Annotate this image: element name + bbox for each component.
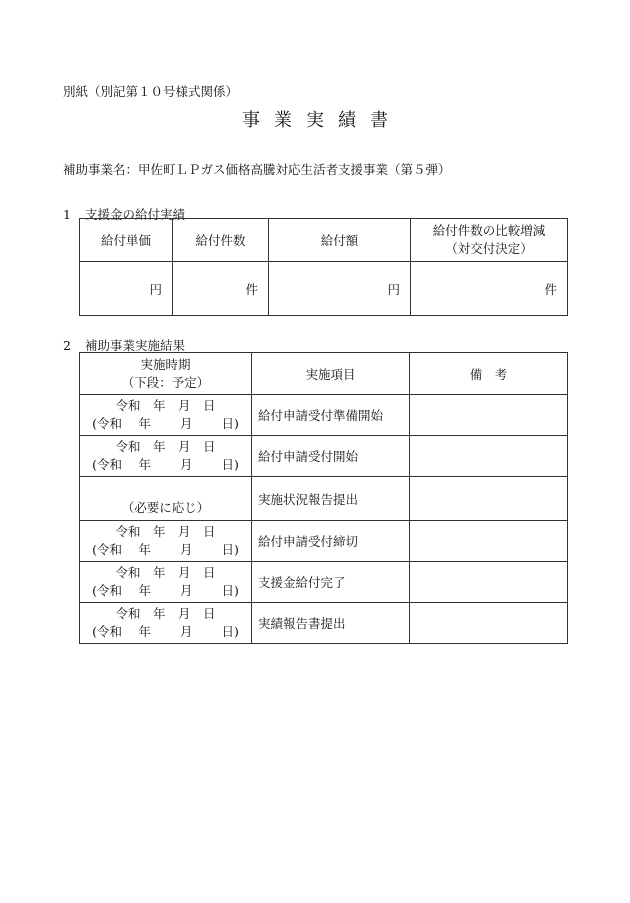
remarks-cell[interactable] — [410, 562, 568, 603]
remarks-cell[interactable] — [410, 521, 568, 562]
section-2-title: 補助事業実施結果 — [85, 338, 186, 353]
amount-cell[interactable]: 円 — [269, 262, 411, 316]
period-note: （必要に応じ） — [121, 500, 210, 515]
header-count: 給付件数 — [173, 219, 269, 262]
period-cell[interactable] — [80, 477, 252, 521]
period-planned: (令和 年 月 日) — [92, 583, 239, 598]
form-reference: 別紙（別記第１０号様式関係） — [63, 84, 239, 99]
table-header-row — [80, 219, 568, 262]
unit-price-cell[interactable]: 円 — [80, 262, 173, 316]
implementation-results-table — [79, 352, 568, 644]
header-period — [80, 353, 252, 395]
table-row — [80, 603, 568, 644]
section-1-number: 1 — [63, 207, 71, 222]
period-planned: (令和 年 月 日) — [92, 542, 239, 557]
table-row — [80, 477, 568, 521]
period-planned: (令和 年 月 日) — [92, 624, 239, 639]
item-cell: 給付申請受付準備開始 — [252, 395, 410, 436]
table-row — [80, 436, 568, 477]
page-title: 事業実績書 — [242, 110, 402, 131]
table-row — [80, 395, 568, 436]
count-cell[interactable]: 件 — [173, 262, 269, 316]
period-cell[interactable] — [80, 436, 252, 477]
header-comparison-line1: 給付件数の比較増減 — [432, 223, 546, 238]
item-cell: 給付申請受付締切 — [252, 521, 410, 562]
period-cell[interactable] — [80, 603, 252, 644]
payment-results-table — [79, 218, 568, 316]
item-cell: 給付申請受付開始 — [252, 436, 410, 477]
item-cell: 実施状況報告提出 — [252, 477, 410, 521]
section-1-title: 支援金の給付実績 — [85, 207, 186, 222]
section-2-number: 2 — [63, 338, 71, 353]
project-name: 補助事業名：甲佐町ＬＰガス価格高騰対応生活者支援事業（第５弾） — [63, 162, 451, 177]
period-planned: (令和 年 月 日) — [92, 416, 239, 431]
item-cell: 支援金給付完了 — [252, 562, 410, 603]
header-comparison — [411, 219, 568, 262]
period-cell[interactable] — [80, 521, 252, 562]
item-cell: 実績報告書提出 — [252, 603, 410, 644]
header-amount: 給付額 — [269, 219, 411, 262]
period-cell[interactable] — [80, 395, 252, 436]
header-unit-price: 給付単価 — [80, 219, 173, 262]
period-cell[interactable] — [80, 562, 252, 603]
period-actual: 令和 年 月 日 — [115, 398, 216, 413]
remarks-cell[interactable] — [410, 395, 568, 436]
period-actual: 令和 年 月 日 — [115, 439, 216, 454]
header-comparison-line2: （対交付決定） — [445, 241, 533, 256]
table-row — [80, 521, 568, 562]
table-header-row — [80, 353, 568, 395]
table-row — [80, 262, 568, 316]
header-remarks: 備 考 — [410, 353, 568, 395]
period-actual: 令和 年 月 日 — [115, 606, 216, 621]
header-period-line2: （下段：予定） — [121, 374, 210, 390]
period-actual: 令和 年 月 日 — [115, 524, 216, 539]
remarks-cell[interactable] — [410, 603, 568, 644]
remarks-cell[interactable] — [410, 477, 568, 521]
header-period-line1: 実施時期 — [140, 356, 191, 372]
table-row — [80, 562, 568, 603]
period-actual: 令和 年 月 日 — [115, 565, 216, 580]
remarks-cell[interactable] — [410, 436, 568, 477]
period-planned: (令和 年 月 日) — [92, 457, 239, 472]
comparison-cell[interactable]: 件 — [411, 262, 568, 316]
header-item: 実施項目 — [252, 353, 410, 395]
